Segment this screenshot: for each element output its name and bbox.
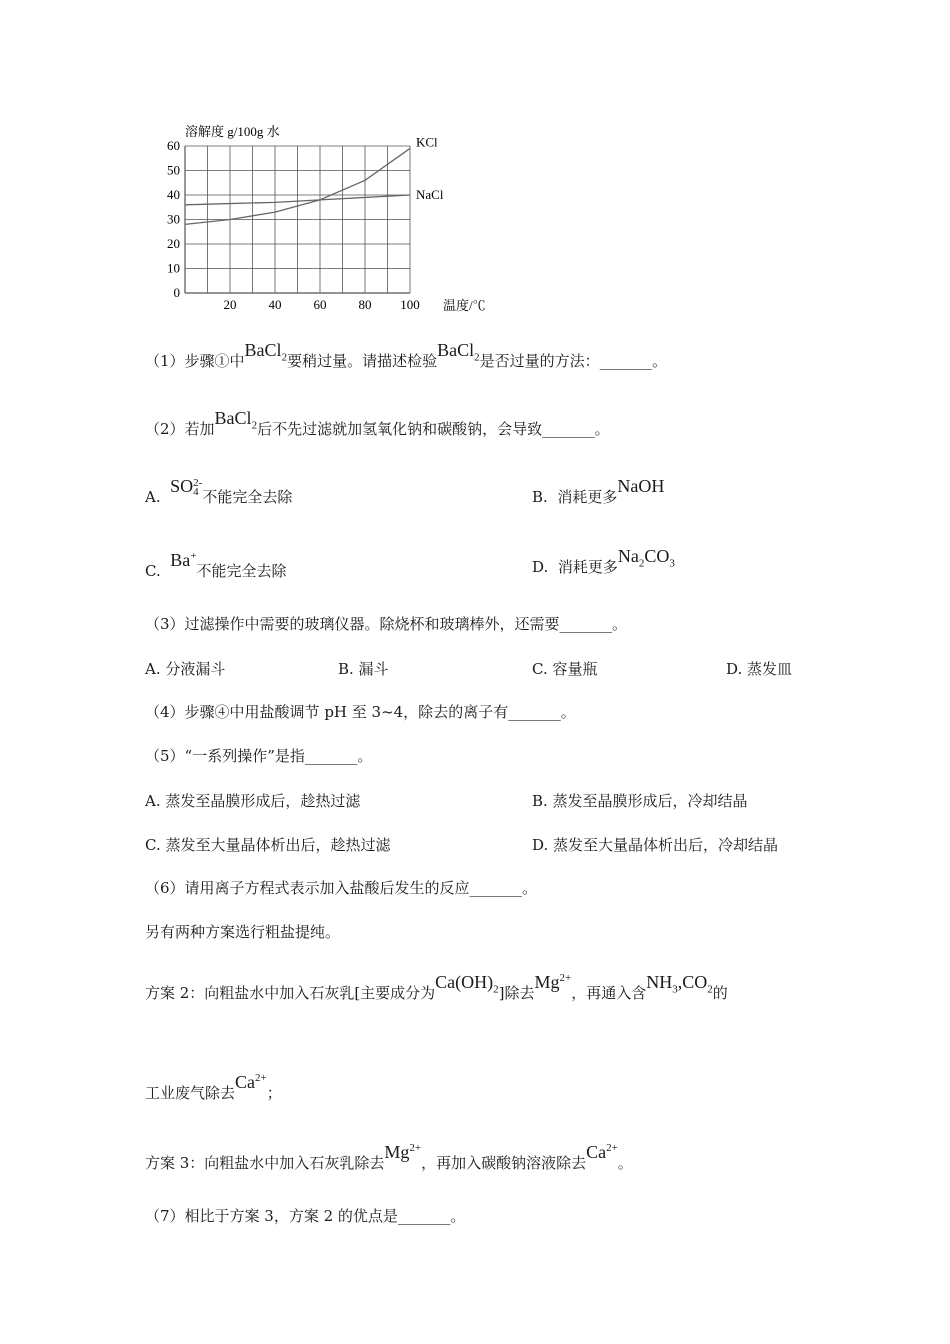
q2-option-c[interactable]: C. Ba+不能完全去除 (145, 550, 287, 580)
q3-option-a[interactable]: A. 分液漏斗 (145, 660, 226, 678)
chart-title: 溶解度 g/100g 水 (185, 124, 280, 139)
x-tick-label: 100 (400, 297, 420, 312)
q5-option-b[interactable]: B. 蒸发至晶膜形成后，冷却结晶 (532, 792, 748, 810)
q5-option-d[interactable]: D. 蒸发至大量晶体析出后，冷却结晶 (532, 836, 779, 854)
solubility-chart (140, 118, 486, 318)
question-6: （6）请用离子方程式表示加入盐酸后发生的反应_______。 (145, 879, 538, 897)
y-tick-label: 30 (167, 211, 180, 227)
formula-bacl2: BaCl$_2$ (244, 340, 288, 364)
question-7: （7）相比于方案 3，方案 2 的优点是_______。 (145, 1207, 466, 1225)
x-tick-label: 80 (358, 297, 372, 312)
y-tick-label: 50 (167, 162, 180, 178)
q5-option-a[interactable]: A. 蒸发至晶膜形成后，趁热过滤 (145, 792, 361, 810)
formula-ca-ion: $Ca^{2+}$ (235, 1072, 267, 1092)
formula-na2co3: $Na_2CO_3$ (617, 546, 675, 570)
q2-option-b[interactable]: B. 消耗更多NaOH (532, 476, 665, 506)
plan-2-line-2: 工业废气除去$Ca^{2+}$； (145, 1072, 282, 1102)
q2-option-d[interactable]: D. 消耗更多$Na_2CO_3$ (532, 546, 675, 576)
q3-option-b[interactable]: B. 漏斗 (338, 660, 389, 678)
formula-bacl2: BaCl$_2$ (214, 408, 258, 432)
intro-text: 另有两种方案选行粗盐提纯。 (145, 923, 341, 941)
series-label-nacl: NaCl (416, 187, 444, 202)
formula-bacl2: BaCl$_2$ (437, 340, 480, 364)
y-tick-label: 10 (167, 260, 180, 276)
formula-ca-ion: $Ca^{2+}$ (586, 1142, 618, 1162)
formula-so4: SO2- 4 (170, 476, 203, 498)
series-label-kcl: KCl (416, 134, 438, 150)
question-1: （1）步骤①中BaCl$_2$要稍过量。请描述检验BaCl$_2$是否过量的方法：_______。 (145, 340, 668, 370)
y-tick-label: 60 (167, 138, 180, 153)
x-tick-label: 40 (268, 297, 282, 312)
q3-option-c[interactable]: C. 容量瓶 (532, 660, 598, 678)
q3-option-d[interactable]: D. 蒸发皿 (726, 660, 793, 678)
x-tick-label: 60 (313, 297, 327, 312)
formula-naoh: NaOH (617, 476, 665, 496)
question-5: （5）“一系列操作”是指_______。 (145, 747, 373, 765)
y-tick-label: 20 (167, 236, 180, 251)
question-4: （4）步骤④中用盐酸调节 pH 至 3~4，除去的离子有_______。 (145, 703, 576, 721)
chart-xlabel: 温度/℃ (443, 298, 486, 313)
formula-mg-ion: $Mg^{2+}$ (384, 1142, 422, 1162)
question-3: （3）过滤操作中需要的玻璃仪器。除烧杯和玻璃棒外，还需要_______。 (145, 615, 628, 633)
plan-3: 方案 3：向粗盐水中加入石灰乳除去$Mg^{2+}$，再加入碳酸钠溶液除去$Ca^{2+}$。 (145, 1142, 633, 1172)
x-tick-label: 20 (223, 297, 237, 312)
formula-mg-ion: $Mg^{2+}$ (534, 972, 572, 992)
formula-nh3-co2: $NH_3,CO_2$ (646, 972, 713, 996)
y-tick-label: 40 (167, 187, 180, 202)
formula-ba-ion: Ba+ (170, 550, 197, 570)
y-tick-label: 0 (173, 285, 180, 300)
q5-option-c[interactable]: C. 蒸发至大量晶体析出后，趁热过滤 (145, 836, 391, 854)
formula-caoh2: $Ca(OH)_2$ (435, 972, 499, 996)
plan-2-line-1: 方案 2：向粗盐水中加入石灰乳[主要成分为$Ca(OH)_2$]除去$Mg^{2+}$，再通入含$NH_3,CO_2$的 (145, 972, 728, 1002)
chart-grid (185, 146, 410, 293)
q2-option-a[interactable]: A. SO2- 4 不能完全去除 (145, 476, 293, 506)
question-2: （2）若加BaCl$_2$后不先过滤就加氢氧化钠和碳酸钠，会导致_______。 (145, 408, 610, 438)
